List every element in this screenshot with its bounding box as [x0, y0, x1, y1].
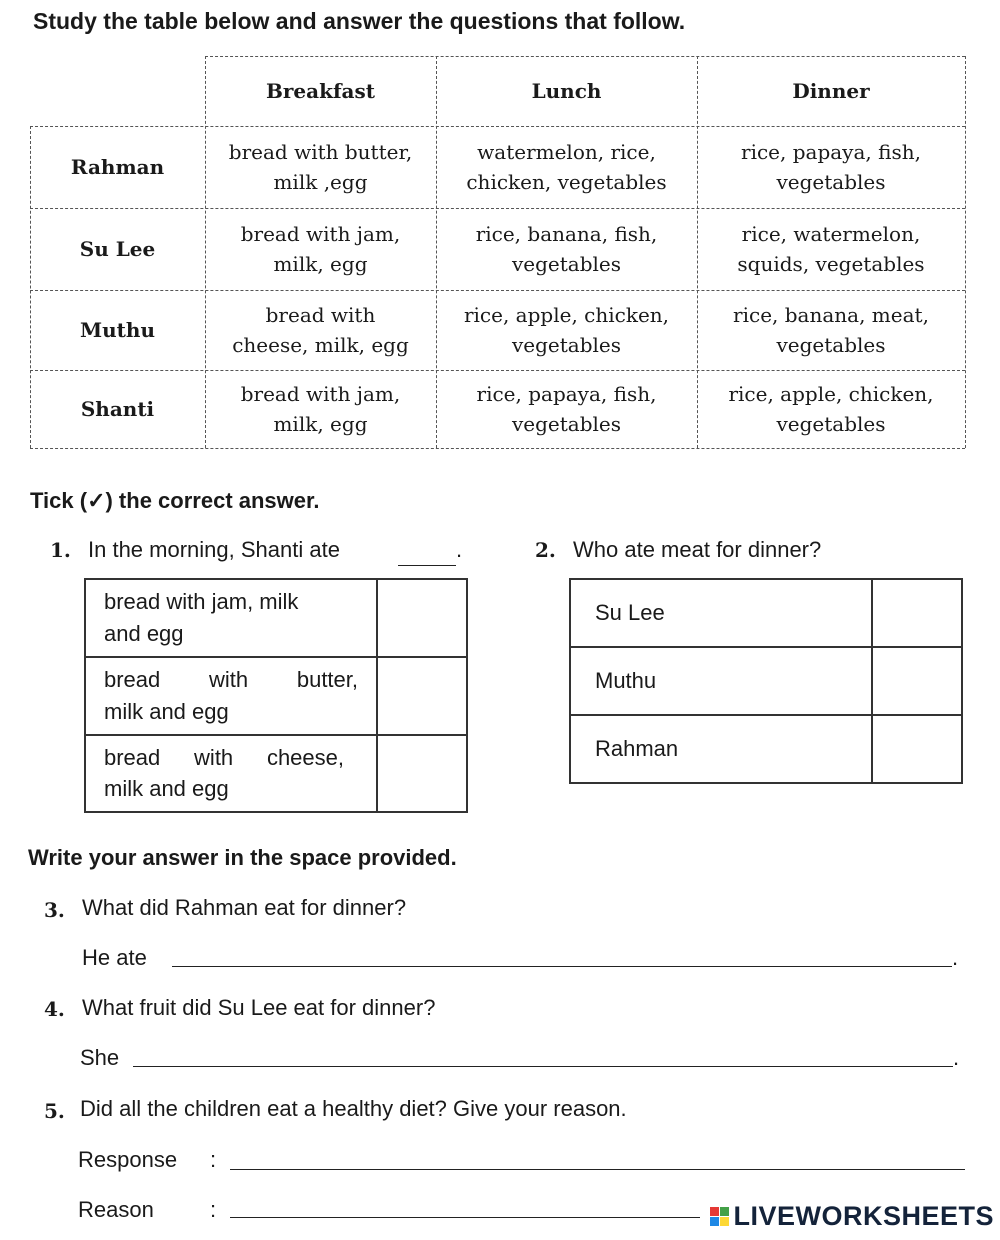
response-colon: :	[210, 1147, 217, 1172]
cell-lunch: rice, apple, chicken, vegetables	[463, 303, 670, 357]
q2-options-table	[569, 578, 963, 784]
watermark-text: LIVEWORKSHEETS	[733, 1201, 994, 1231]
cell-dinner: rice, banana, meat, vegetables	[733, 303, 929, 357]
reason-line[interactable]	[230, 1217, 700, 1218]
q1-options-table	[84, 578, 468, 813]
header-lunch: Lunch	[531, 79, 602, 103]
meal-table	[30, 56, 965, 448]
option-text: Muthu	[570, 647, 872, 715]
cell-breakfast: bread with jam, milk, egg	[240, 222, 401, 276]
page-title: Study the table below and answer the questions that follow.	[33, 8, 686, 34]
cell-dinner: rice, watermelon, squids, vegetables	[737, 222, 925, 276]
liveworksheets-logo-icon	[710, 1207, 729, 1226]
row-name-rahman: Rahman	[70, 155, 165, 179]
tick-section-heading: Tick (✓) the correct answer.	[30, 488, 320, 513]
option-text: Su Lee	[570, 579, 872, 647]
tick-box[interactable]	[377, 735, 467, 813]
question-number: 3.	[44, 898, 65, 922]
option-text: bread with butter, milk and egg	[85, 657, 377, 735]
header-breakfast: Breakfast	[265, 79, 376, 103]
cell-breakfast: bread with cheese, milk, egg	[232, 303, 409, 357]
cell-lunch: rice, papaya, fish, vegetables	[476, 382, 657, 436]
reason-label: Reason	[78, 1197, 154, 1222]
question-text: In the morning, Shanti ate	[88, 537, 340, 562]
answer-prompt: She	[80, 1045, 120, 1070]
question-number: 5.	[44, 1099, 65, 1123]
row-name-shanti: Shanti	[80, 397, 155, 421]
question-number: 2.	[535, 538, 556, 562]
option-text: Rahman	[570, 715, 872, 783]
cell-dinner: rice, apple, chicken, vegetables	[728, 382, 934, 436]
cell-breakfast: bread with butter, milk ,egg	[228, 140, 413, 194]
cell-dinner: rice, papaya, fish, vegetables	[741, 140, 921, 194]
cell-breakfast: bread with jam, milk, egg	[240, 382, 401, 436]
answer-line[interactable]	[172, 966, 952, 967]
tick-box[interactable]	[377, 579, 467, 657]
response-label: Response	[78, 1147, 178, 1172]
question-text: What did Rahman eat for dinner?	[82, 895, 407, 920]
question-number: 1.	[50, 538, 71, 562]
answer-blank[interactable]	[398, 565, 456, 566]
answer-end: .	[953, 1045, 960, 1070]
answer-end: .	[952, 945, 959, 970]
tick-box[interactable]	[872, 715, 962, 783]
cell-lunch: rice, banana, fish, vegetables	[475, 222, 658, 276]
header-dinner: Dinner	[792, 79, 870, 103]
write-section-heading: Write your answer in the space provided.	[28, 845, 457, 870]
cell-lunch: watermelon, rice, chicken, vegetables	[466, 140, 667, 194]
option-text: bread with jam, milk and egg	[85, 579, 377, 657]
row-name-su-lee: Su Lee	[79, 237, 156, 261]
question-text: Who ate meat for dinner?	[573, 537, 822, 562]
question-end: .	[456, 537, 463, 562]
row-name-muthu: Muthu	[80, 318, 155, 342]
liveworksheets-watermark	[710, 1201, 994, 1232]
tick-box[interactable]	[872, 579, 962, 647]
option-text: bread with cheese, milk and egg	[85, 735, 377, 813]
question-text: Did all the children eat a healthy diet? Give your reason.	[80, 1096, 627, 1121]
reason-colon: :	[210, 1197, 217, 1222]
answer-line[interactable]	[133, 1066, 953, 1067]
tick-box[interactable]	[377, 657, 467, 735]
question-text: What fruit did Su Lee eat for dinner?	[82, 995, 436, 1020]
question-number: 4.	[44, 997, 65, 1021]
response-line[interactable]	[230, 1169, 965, 1170]
answer-prompt: He ate	[82, 945, 147, 970]
tick-box[interactable]	[872, 647, 962, 715]
